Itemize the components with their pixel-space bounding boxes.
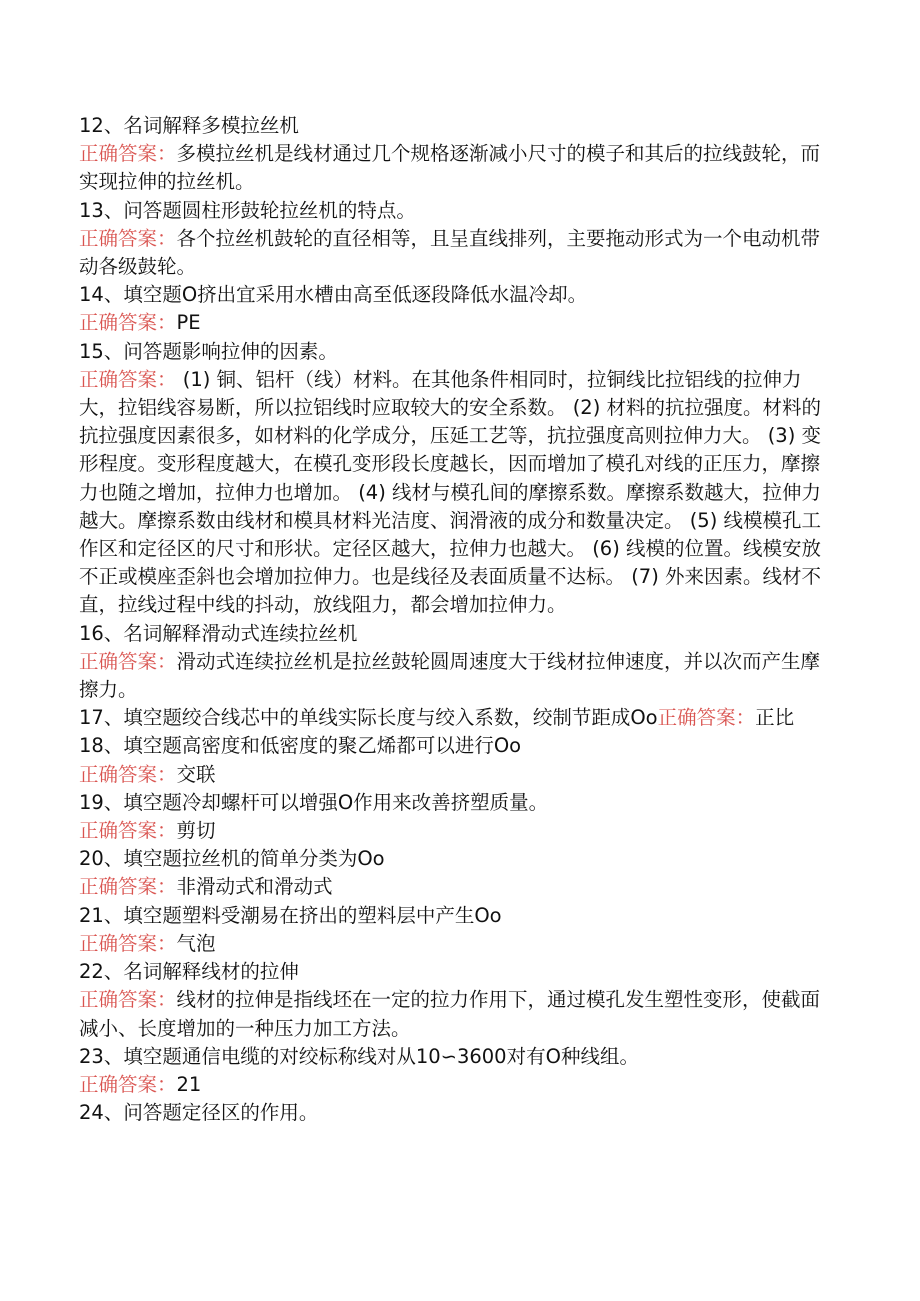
question-text: 13、问答题圆柱形鼓轮拉丝机的特点。 — [79, 198, 416, 222]
answer-text: 正比 — [755, 706, 795, 730]
question-item — [79, 1043, 839, 1099]
question-item — [79, 281, 839, 337]
answer-label: 正确答案： — [79, 988, 177, 1012]
question-text: 19、填空题冷却螺杆可以增强O作用来改善挤塑质量。 — [79, 790, 549, 814]
question-item — [79, 338, 839, 620]
question-text: 12、名词解释多模拉丝机 — [79, 114, 299, 137]
answer-text: 交联 — [176, 762, 216, 786]
answer-text: 线材的拉伸是指线坯在一定的拉力作用下，通过模孔发生塑性变形，使截面减小、长度增加的一种压力加工方法。 — [79, 988, 821, 1040]
question-item — [79, 620, 839, 705]
answer-text: 非滑动式和滑动式 — [176, 875, 333, 899]
document-page — [79, 112, 839, 1127]
answer-text: 滑动式连续拉丝机是拉丝鼓轮圆周速度大于线材拉伸速度，并以次而产生摩擦力。 — [79, 649, 821, 702]
answer-text: 21 — [176, 1072, 202, 1096]
answer-text: 各个拉丝机鼓轮的直径相等，且呈直线排列，主要拖动形式为一个电动机带动各级鼓轮。 — [79, 226, 821, 279]
answer-paragraph — [79, 648, 839, 704]
answer-label: 正确答案： — [79, 311, 177, 335]
question-item — [79, 958, 839, 1043]
question-text: 23、填空题通信电缆的对绞标称线对从10∽3600对有O种线组。 — [79, 1044, 639, 1068]
answer-label: 正确答案： — [79, 1072, 177, 1096]
question-text: 14、填空题O挤出宜采用水槽由高至低逐段降低水温冷却。 — [79, 283, 588, 307]
question-item — [79, 732, 839, 788]
answer-text: PE — [176, 311, 201, 335]
answer-paragraph — [79, 1071, 839, 1099]
question-item — [79, 902, 839, 958]
answer-paragraph — [79, 930, 839, 958]
answer-paragraph — [79, 225, 839, 281]
question-item — [79, 1099, 839, 1127]
answer-label: 正确答案： — [79, 931, 177, 955]
answer-text: 气泡 — [176, 931, 216, 955]
question-text: 17、填空题绞合线芯中的单线实际长度与绞入系数，绞制节距成Oo — [79, 706, 658, 730]
question-text: 18、填空题高密度和低密度的聚乙烯都可以进行Oo — [79, 734, 522, 758]
question-item — [79, 197, 839, 282]
answer-text: 多模拉丝机是线材通过几个规格逐渐减小尺寸的模子和其后的拉线鼓轮，而实现拉伸的拉丝机。 — [79, 142, 821, 194]
answer-paragraph — [79, 986, 839, 1042]
answer-label: 正确答案： — [79, 649, 177, 673]
answer-paragraph — [79, 309, 839, 337]
answer-paragraph — [79, 761, 839, 789]
question-item — [79, 704, 839, 732]
answer-label: 正确答案： — [79, 226, 177, 250]
answer-label: 正确答案： — [79, 875, 177, 899]
question-text: 20、填空题拉丝机的简单分类为Oo — [79, 847, 385, 871]
question-text: 16、名词解释滑动式连续拉丝机 — [79, 621, 358, 645]
question-answer-inline — [79, 704, 839, 732]
question-text: 21、填空题塑料受潮易在挤出的塑料层中产生Oo — [79, 903, 502, 927]
question-text: 24、问答题定径区的作用。 — [79, 1101, 319, 1125]
question-item — [79, 112, 839, 197]
answer-label: 正确答案： — [79, 367, 177, 391]
answer-label: 正确答案： — [79, 142, 177, 166]
answer-text: 剪切 — [176, 819, 216, 843]
answer-paragraph — [79, 366, 839, 620]
question-text: 15、问答题影响拉伸的因素。 — [79, 339, 338, 363]
answer-paragraph — [79, 140, 839, 196]
answer-label: 正确答案： — [79, 762, 177, 786]
question-item — [79, 845, 839, 901]
answer-label: 正确答案： — [657, 706, 756, 730]
answer-text: (1) 铜、铝杆（线）材料。在其他条件相同时，拉铜线比拉铝线的拉伸力大，拉铝线容易断，所以拉铝线时应取较大的安全系数。 (2) 材料的抗拉强度。材料的抗拉强度因素很多，如材料的化学成分，压延工艺等，抗拉强度高则拉伸力大。 (3) 变形程度。变形程度越大，在模孔变形段长度越长，因而增加了模孔对线的正压力，摩擦力也随之增加，拉伸力也增加。 (4) 线材与模孔间的摩擦系数。摩擦系数越大，拉伸力越大。摩擦系数由线材和模具材料光洁度、润滑液的成分和数量决定。 (5) 线模模孔工作区和定径区的尺寸和形状。定径区越大，拉伸力也越大。 (6) 线模的位置。线模安放不正或模座歪斜也会增加拉伸力。也是线径及表面质量不达标。 (7) 外来因素。线材不直，拉线过程中线的抖动，放线阻力，都会增加拉伸力。 — [79, 367, 822, 617]
answer-paragraph — [79, 817, 839, 845]
question-item — [79, 789, 839, 845]
answer-label: 正确答案： — [79, 819, 177, 843]
question-text: 22、名词解释线材的拉伸 — [79, 960, 299, 984]
answer-paragraph — [79, 873, 839, 901]
